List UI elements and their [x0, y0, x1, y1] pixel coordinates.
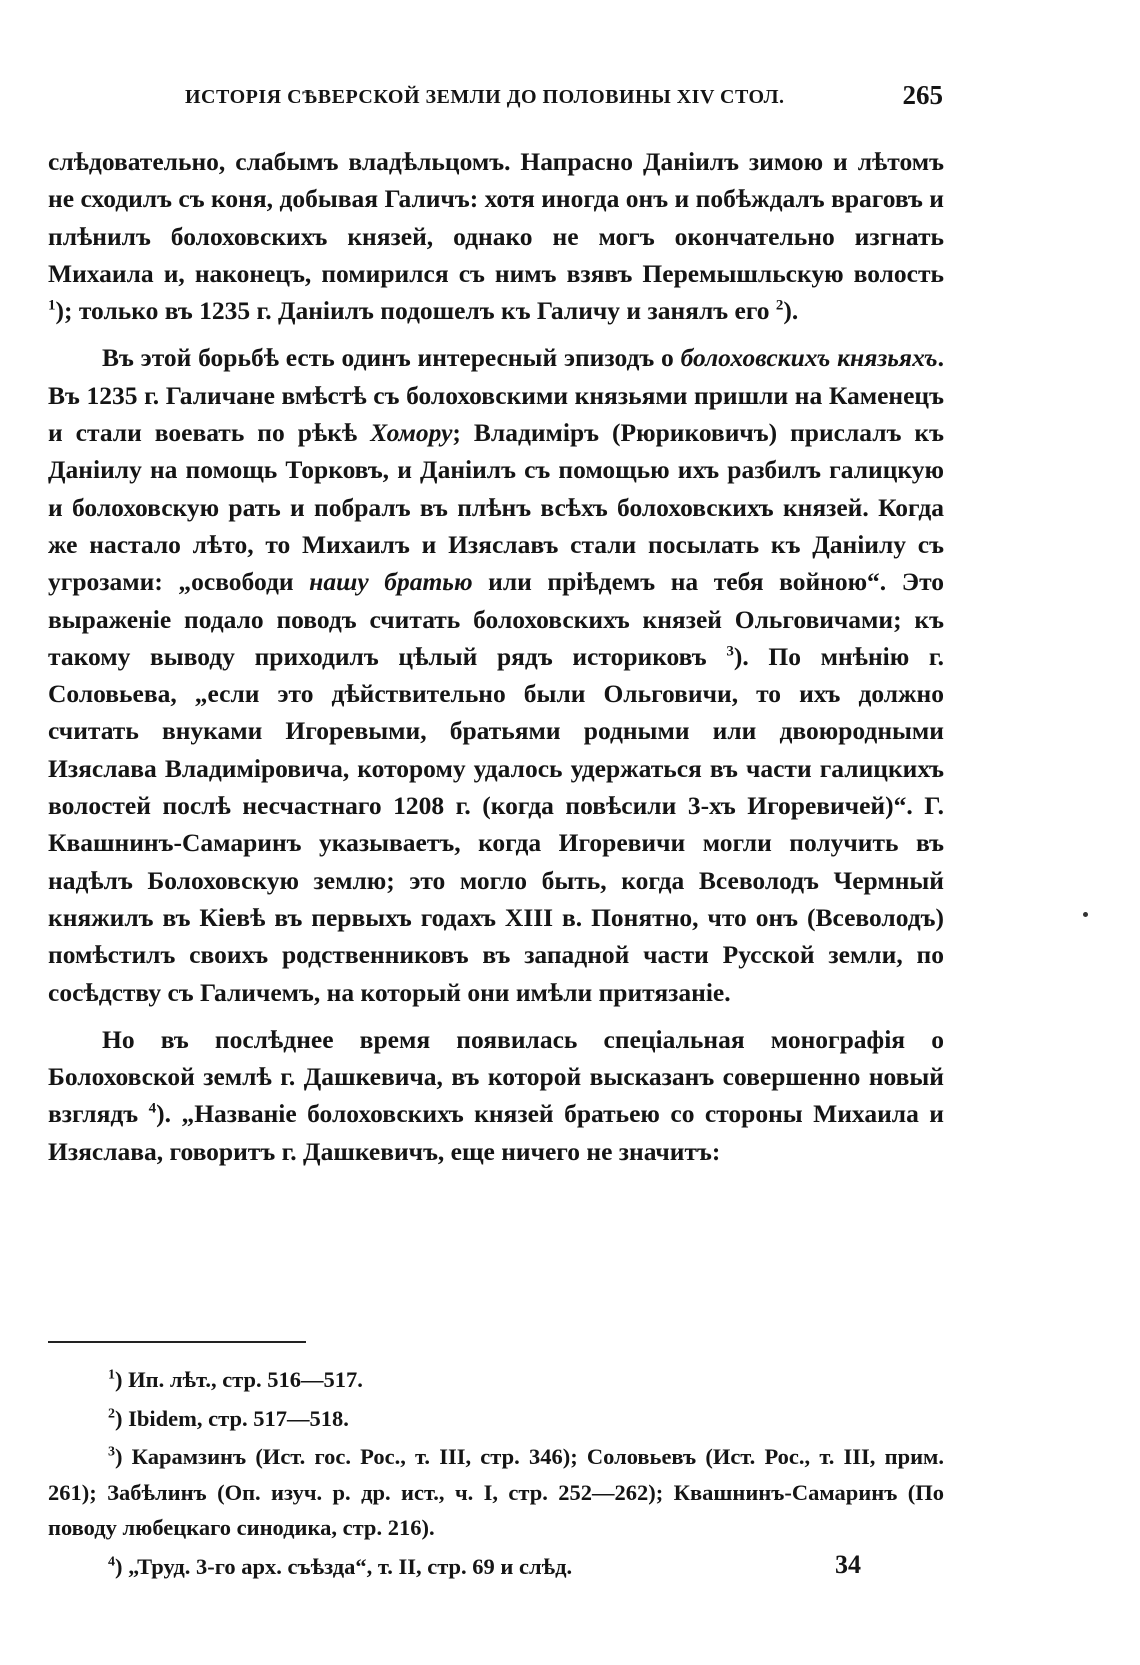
- footnote-ref-2: 2: [775, 297, 784, 314]
- footnote-mark-1: 1: [108, 1367, 115, 1383]
- paragraph-3: [48, 1021, 944, 1170]
- footnote-1-text: ) Ип. лѣт., стр. 516—517.: [115, 1367, 363, 1392]
- page-header: [185, 80, 943, 120]
- footnote-2: [48, 1401, 944, 1437]
- main-text: [48, 143, 944, 1170]
- paragraph-1-part-3: ).: [783, 296, 799, 326]
- paragraph-2-part-5: ). По мнѣнію г. Соловьева, „если это дѣйствительно были Ольговичи, то ихъ должно считать внуками Игоревыми, братьями родными или двоюродными Изяслава Владиміровича, которому удалось удержаться въ части галицкихъ волостей послѣ несчастнаго 1208 г. (когда повѣсили 3-хъ Игоревичей)“. Г. Квашнинъ-Самаринъ указываетъ, когда Игоревичи могли получить въ надѣлъ Болоховскую землю; это могло быть, когда Всеволодъ Чермный княжилъ въ Кіевѣ въ первыхъ годахъ XIII в. Понятно, что онъ (Всеволодъ) помѣстилъ своихъ родственниковъ въ западной части Русской земли, по сосѣдству съ Галичемъ, на который они имѣли притязаніе.: [48, 641, 944, 1007]
- page-number: 265: [902, 80, 943, 110]
- footnote-mark-4: 4: [108, 1554, 115, 1569]
- footnotes: [48, 1362, 944, 1584]
- running-title: ИСТОРІЯ СѢВЕРСКОЙ ЗЕМЛИ ДО ПОЛОВИНЫ XIV СТОЛ.: [185, 86, 785, 108]
- paragraph-2-part-3: ; Владиміръ (Рюриковичъ) прислалъ къ Даніилу на помощь Торковъ, и Даніилъ съ помощью ихъ разбилъ галицкую и болоховскую рать и побралъ въ плѣнъ всѣхъ болоховскихъ князей. Когда же настало лѣто, то Михаилъ и Изяславъ стали посылать къ Даніилу съ угрозами: „освободи: [48, 418, 944, 597]
- paragraph-2: [48, 339, 944, 1010]
- footnote-ref-4: 4: [148, 1100, 157, 1117]
- footnote-3-text: ) Карамзинъ (Ист. гос. Рос., т. III, стр. 346); Соловьевъ (Ист. Рос., т. III, прим. 261); Забѣлинъ (Оп. изуч. р. др. ист., ч. I, стр. 252—262); Квашнинъ-Самаринъ (По поводу любецкаго синодика, стр. 216).: [48, 1444, 944, 1540]
- scan-speck: [1083, 912, 1088, 917]
- footnote-ref-3: 3: [726, 643, 734, 660]
- footnote-ref-1: 1: [48, 297, 56, 314]
- footnote-4-text: ) „Труд. 3-го арх. съѣзда“, т. II, стр. 69 и слѣд.: [115, 1553, 573, 1579]
- footnote-4: [48, 1549, 944, 1585]
- paragraph-3-part-1: Но въ послѣднее время появилась спеціальная монографія о Болоховской землѣ г. Дашкевича, въ которой высказанъ совершенно новый взглядъ: [48, 1024, 944, 1129]
- paragraph-1-part-1: слѣдовательно, слабымъ владѣльцомъ. Напрасно Даніилъ зимою и лѣтомъ не сходилъ съ коня, добывая Галичъ: хотя иногда онъ и побѣждалъ враговъ и плѣнилъ болоховскихъ князей, однако не могъ окончательно изгнать Михаила и, наконецъ, помирился съ нимъ взявъ Перемышльскую волость: [48, 147, 944, 288]
- printer-signature-mark: 34: [835, 1550, 861, 1579]
- paragraph-2-part-4: или пріѣдемъ на тебя войною“. Это выраженіе подало поводъ считать болоховскихъ князей Ольговичами; къ такому выводу приходилъ цѣлый рядъ историковъ: [48, 567, 945, 671]
- italic-term-khomor: Хомору: [370, 418, 453, 448]
- footnote-2-text: ) Ibidem, стр. 517—518.: [115, 1405, 349, 1431]
- paragraph-1: [48, 143, 944, 329]
- italic-term-nashu-bratyu: нашу братью: [309, 567, 473, 597]
- italic-term-bolokhov-princes: болоховскихъ князьяхъ: [680, 343, 938, 373]
- paragraph-1-part-2: ); только въ 1235 г. Даніилъ подошелъ къ Галичу и занялъ его: [55, 296, 776, 326]
- footnote-mark-3: 3: [108, 1444, 115, 1460]
- paragraph-2-part-2: . Въ 1235 г. Галичане вмѣстѣ съ болоховскими князьями пришли на Каменецъ и стали воевать по рѣкѣ: [48, 343, 944, 448]
- footnote-1: [48, 1362, 944, 1398]
- footnote-mark-2: 2: [108, 1406, 115, 1421]
- paragraph-3-part-2: ). „Названіе болоховскихъ князей братьею со стороны Михаила и Изяслава, говоритъ г. Дашкевичъ, еще ничего не значитъ:: [48, 1099, 945, 1166]
- paragraph-2-part-1: Въ этой борьбѣ есть одинъ интересный эпизодъ о: [102, 343, 681, 373]
- footnote-3: [48, 1439, 944, 1546]
- footnote-divider: [48, 1341, 306, 1343]
